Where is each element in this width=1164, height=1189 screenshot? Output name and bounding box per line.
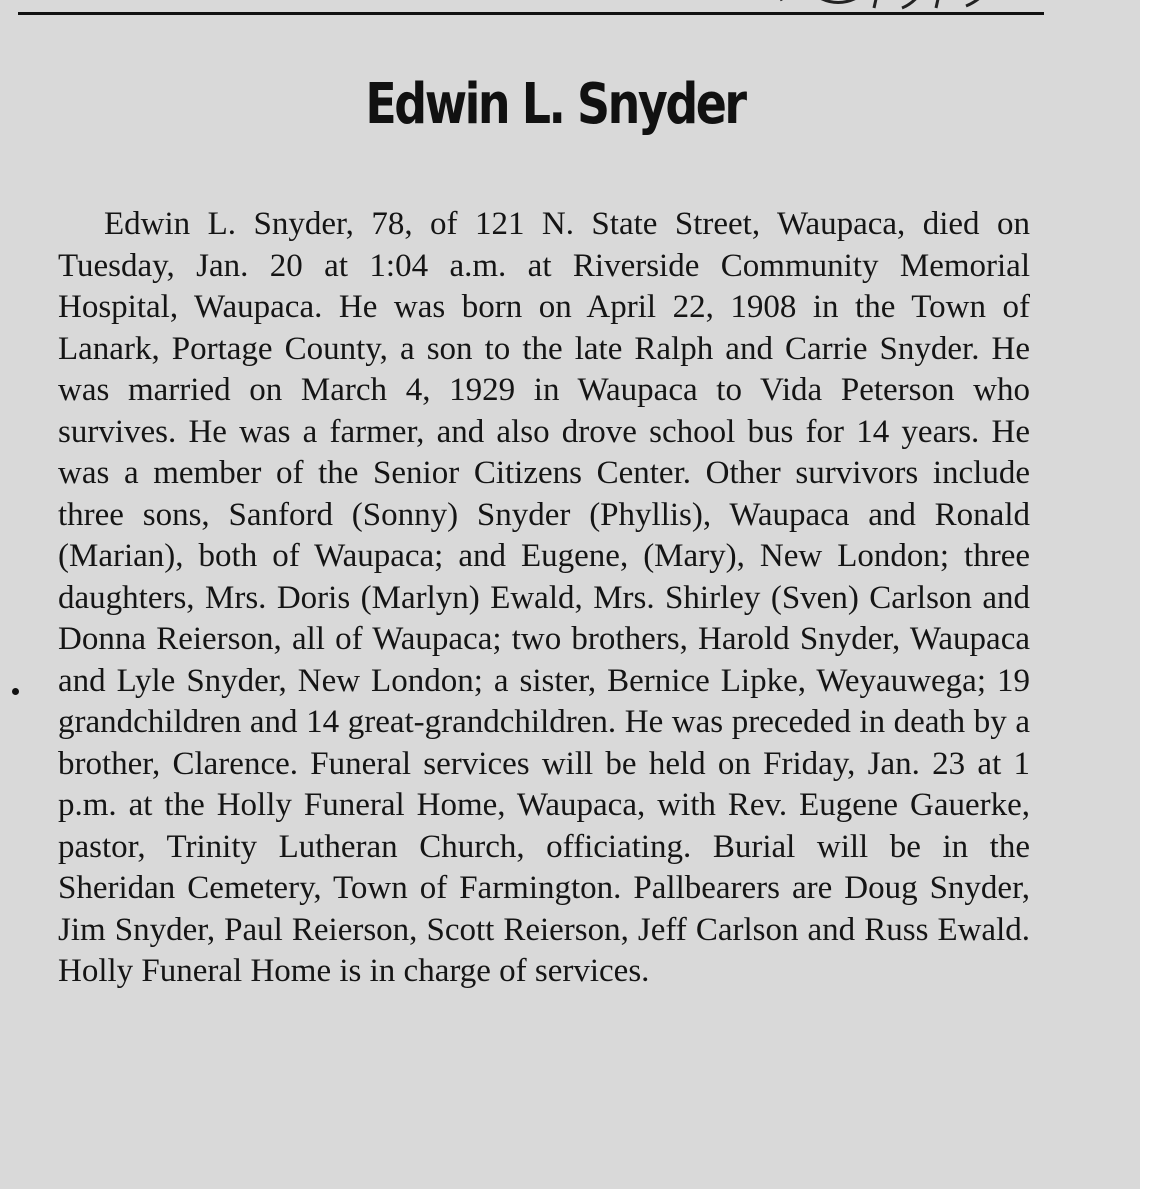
page-margin [1140,0,1164,1189]
ink-dot [12,688,19,695]
handwritten-date-mark [770,0,1010,12]
obituary-headline: Edwin L. Snyder [365,72,745,137]
top-rule [18,12,1044,15]
obituary-body: Edwin L. Snyder, 78, of 121 N. State Street, Waupaca, died on Tuesday, Jan. 20 at 1:04 a.m. at Riverside Community Memorial Hospital, Waupaca. He was born on April 22, 1908 in the Town of Lanark, Portage County, a son to the late Ralph and Carrie Snyder. He was married on March 4, 1929 in Waupaca to Vida Peterson who survives. He was a farmer, and also drove school bus for 14 years. He was a member of the Senior Citizens Center. Other survivors include three sons, Sanford (Sonny) Snyder (Phyllis), Waupaca and Ronald (Marian), both of Waupaca; and Eugene, (Mary), New London; three daughters, Mrs. Doris (Marlyn) Ewald, Mrs. Shirley (Sven) Carlson and Donna Reierson, all of Waupaca; two brothers, Harold Snyder, Waupaca and Lyle Snyder, New London; a sister, Bernice Lipke, Weyauwega; 19 grandchildren and 14 great-grandchildren. He was preceded in death by a brother, Clarence. Funeral services will be held on Friday, Jan. 23 at 1 p.m. at the Holly Funeral Home, Waupaca, with Rev. Eugene Gauerke, pastor, Trinity Lutheran Church, officiating. Burial will be in the Sheridan Cemetery, Town of Farmington. Pallbearers are Doug Snyder, Jim Snyder, Paul Reierson, Scott Reierson, Jeff Carlson and Russ Ewald. Holly Funeral Home is in charge of services. [58,206,1030,989]
